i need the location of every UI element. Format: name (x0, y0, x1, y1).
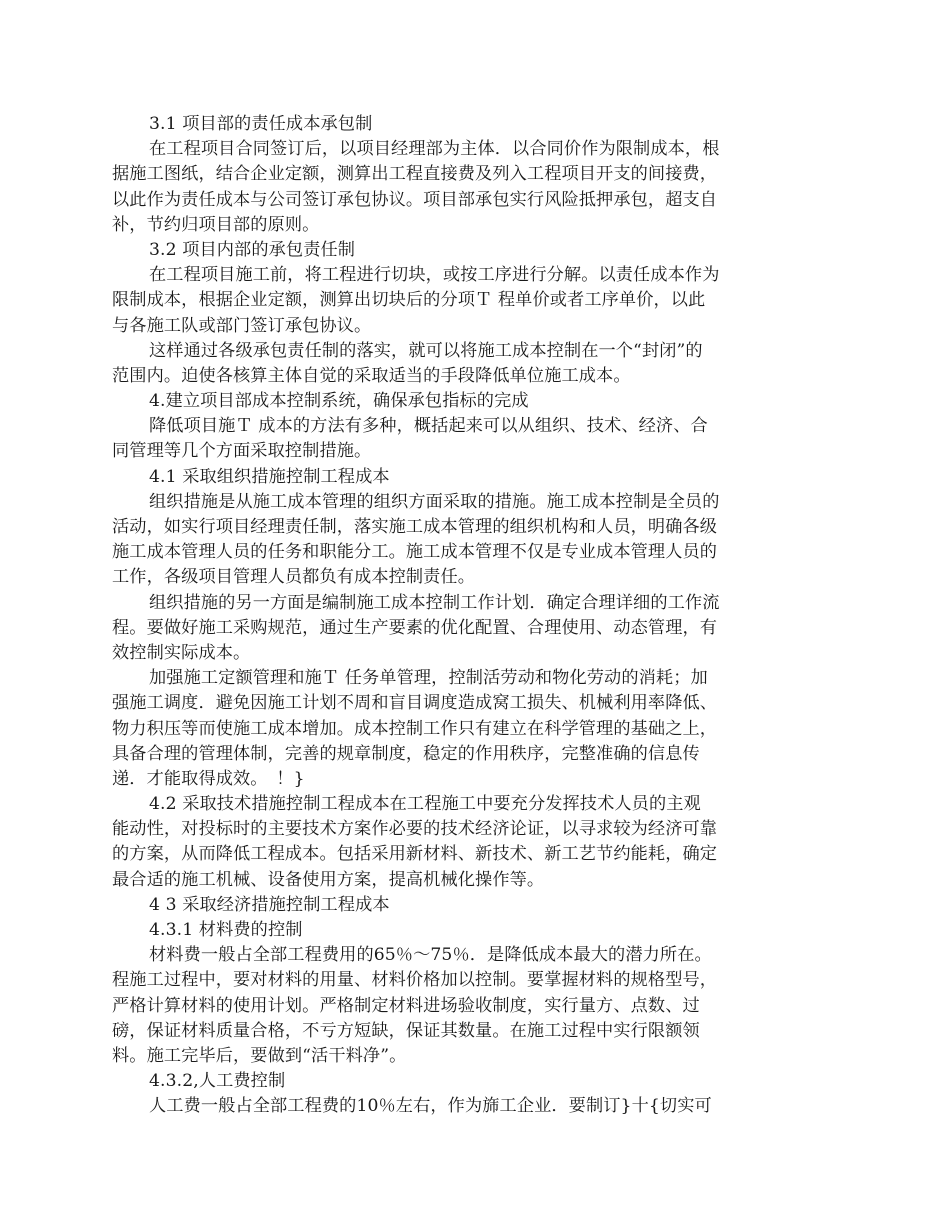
text-line: 3.1 项目部的责任成本承包制 (149, 114, 373, 134)
text-line: 据施工图纸，结合企业定额，测算出工程直接费及列入工程项目开支的间接费， (112, 164, 718, 185)
text-line: 这样通过各级承包责任制的落实，就可以将施工成本控制在一个“封闭”的 (149, 340, 703, 361)
text-line: 能动性，对投标时的主要技术方案作必要的技术经济论证，以寻求较为经济可靠 (112, 819, 718, 840)
text-line: 在工程项目施工前，将工程进行切块，或按工序进行分解。以责任成本作为 (149, 265, 720, 286)
text-line: 补，节约归项目部的原则。 (112, 214, 320, 235)
text-line: 物力积压等而使施工成本增加。成本控制工作只有建立在科学管理的基础之上， (112, 718, 718, 739)
text-line: 限制成本，根据企业定额，测算出切块后的分项Ｔ 程单价或者工序单价，以此 (112, 290, 706, 311)
text-line: 范围内。迫使各核算主体自觉的采取适当的手段降低单位施工成本。 (112, 365, 631, 386)
text-line: 具备合理的管理体制，完善的规章制度，稳定的作用秩序，完整准确的信息传 (112, 743, 700, 764)
text-line: 强施工调度．避免因施工计划不周和盲目调度造成窝工损失、机械利用率降低、 (112, 693, 718, 714)
text-line: 加强施工定额管理和施Ｔ 任务单管理，控制活劳动和物化劳动的消耗；加 (149, 668, 708, 689)
text-line: 料。施工完毕后，要做到“活干料净”。 (112, 1045, 407, 1066)
text-line: 同管理等几个方面采取控制措施。 (112, 441, 372, 462)
text-line: 以此作为责任成本与公司签订承包协议。项目部承包实行风险抵押承包，超支自 (112, 189, 718, 210)
text-line: 组织措施的另一方面是编制施工成本控制工作计划．确定合理详细的工作流 (149, 592, 720, 613)
text-line: 降低项目施Ｔ 成本的方法有多种，概括起来可以从组织、技术、经济、合 (149, 416, 708, 437)
text-line: 材料费一般占全部工程费用的65％～75％．是降低成本最大的潜力所在。 (149, 945, 712, 966)
text-line: 活动，如实行项目经理责任制，落实施工成本管理的组织机构和人员，明确各级 (112, 517, 718, 537)
text-line: 磅，保证材料质量合格，不亏方短缺，保证其数量。在施工过程中实行限额领 (112, 1020, 700, 1041)
text-line: 4.2 采取技术措施控制工程成本在工程施工中要充分发挥技术人员的主观 (149, 794, 701, 815)
document-body (112, 112, 772, 1120)
text-line: 施工成本管理人员的任务和职能分工。施工成本管理不仅是专业成本管理人员的 (112, 542, 718, 563)
text-line: 工作，各级项目管理人员都负有成本控制责任。 (112, 567, 476, 588)
text-line: 严格计算材料的使用计划。严格制定材料进场验收制度，实行量方、点数、过 (112, 995, 700, 1016)
text-line: 组织措施是从施工成本管理的组织方面采取的措施。施工成本控制是全员的 (149, 491, 720, 512)
text-line: 程。要做好施工采购规范，通过生产要素的优化配置、合理使用、动态管理，有 (112, 617, 718, 638)
text-line: 4.1 采取组织措施控制工程成本 (149, 466, 390, 487)
text-line: 4.3.1 材料费的控制 (149, 920, 303, 940)
text-line: 效控制实际成本。 (112, 642, 251, 663)
text-line: 人工费一般占全部工程费的10％左右，作为旆工企业．要制订}十{切实可 (149, 1096, 712, 1117)
text-line: 4.建立项目部成本控制系统，确保承包指标的完成 (149, 391, 529, 412)
text-line: 递．才能取得成效。 ！} (112, 768, 305, 789)
text-line: 4.3.2,人工费控制 (149, 1071, 286, 1092)
text-line: 的方案，从而降低工程成本。包括采用新材料、新技术、新工艺节约能耗，确定 (112, 844, 718, 865)
text-line: 3.2 项目内部的承包责任制 (149, 239, 356, 260)
text-line: 程施工过程中，要对材料的用量、材料价格加以控制。要掌握材料的规格型号， (112, 970, 718, 991)
text-line: 最合适的施工机械、设备使用方案，提高机械化操作等。 (112, 869, 545, 890)
text-line: 4 3 采取经济措施控制工程成本 (149, 894, 390, 915)
text-line: 与各施工队或部门签订承包协议。 (112, 315, 372, 336)
text-line: 在工程项目合同签订后，以项目经理部为主体．以合同价作为限制成本，根 (149, 139, 720, 160)
